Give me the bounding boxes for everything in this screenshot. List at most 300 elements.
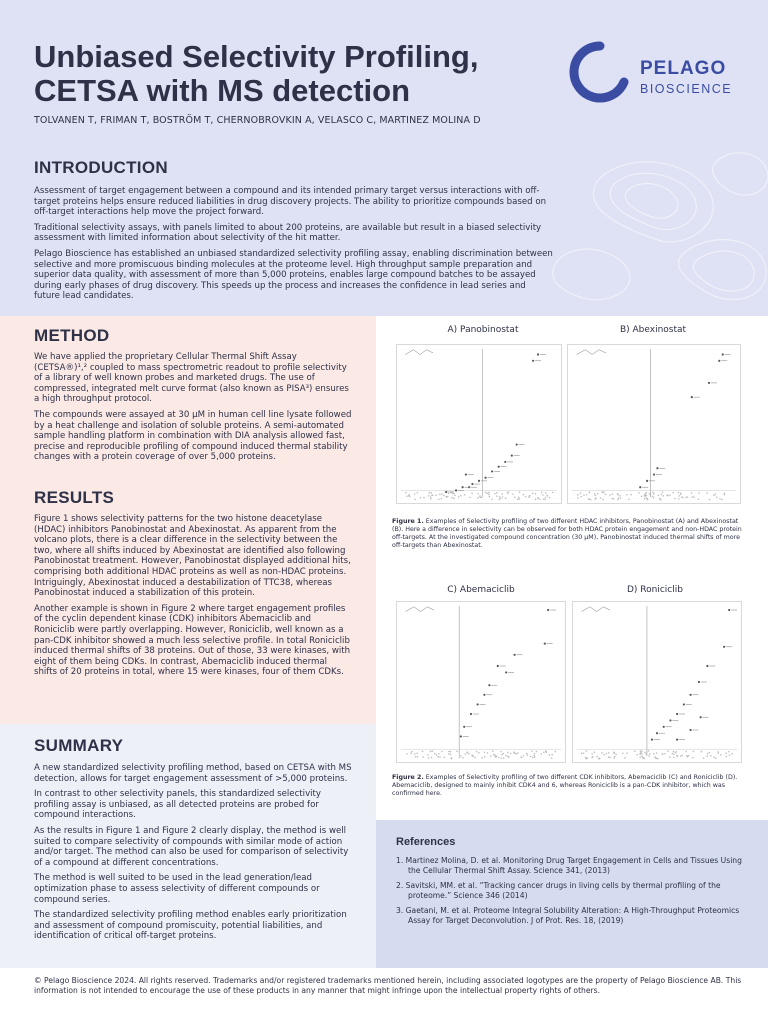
background-point bbox=[530, 756, 532, 758]
background-point bbox=[532, 492, 534, 494]
background-point bbox=[615, 754, 617, 756]
hit-point bbox=[683, 703, 685, 705]
background-point bbox=[551, 754, 553, 756]
background-point bbox=[443, 495, 445, 497]
background-point bbox=[537, 498, 539, 500]
background-point bbox=[488, 494, 490, 496]
background-point bbox=[598, 758, 600, 760]
background-point bbox=[619, 495, 621, 497]
background-point bbox=[663, 495, 665, 497]
background-point bbox=[514, 497, 516, 499]
background-point bbox=[590, 499, 592, 501]
introduction-heading: INTRODUCTION bbox=[34, 158, 168, 177]
background-point bbox=[523, 494, 525, 496]
background-point bbox=[660, 494, 662, 496]
background-point bbox=[448, 751, 450, 753]
background-point bbox=[612, 493, 614, 495]
background-point bbox=[472, 756, 474, 758]
hit-point bbox=[516, 443, 518, 445]
background-point bbox=[435, 494, 437, 496]
background-point bbox=[601, 491, 603, 493]
hit-point bbox=[504, 461, 506, 463]
background-point bbox=[649, 753, 651, 755]
figure-2-label: Figure 2. bbox=[392, 774, 424, 781]
background-point bbox=[586, 750, 588, 752]
background-point bbox=[589, 492, 591, 494]
footer-copyright: © Pelago Bioscience 2024. All rights reserved. Trademarks and/or registered trademarks mentioned herein, including associated logotypes are the property of Pelago Bioscience AB. This information is not intended to encourage the use of these products in any manner that might infringe upon the intellectual property rights of others. bbox=[34, 976, 742, 995]
background-point bbox=[466, 752, 468, 754]
hit-point bbox=[445, 491, 447, 493]
background-point bbox=[414, 753, 416, 755]
background-point bbox=[649, 493, 651, 495]
hit-point bbox=[488, 684, 490, 686]
background-point bbox=[414, 493, 416, 495]
background-point bbox=[594, 751, 596, 753]
hit-point bbox=[505, 671, 507, 673]
background-point bbox=[577, 497, 579, 499]
background-point bbox=[484, 751, 486, 753]
background-point bbox=[580, 496, 582, 498]
background-point bbox=[729, 754, 731, 756]
hit-point bbox=[483, 694, 485, 696]
background-point bbox=[688, 755, 690, 757]
background-point bbox=[476, 751, 478, 753]
background-point bbox=[680, 755, 682, 757]
background-point bbox=[437, 756, 439, 758]
header-band bbox=[0, 0, 768, 316]
background-point bbox=[441, 751, 443, 753]
background-point bbox=[502, 496, 504, 498]
background-point bbox=[545, 497, 547, 499]
summary-paragraph: The standardized selectivity profiling method enables early prioritization and assessment of compound promiscuity, potential liabilities, and identification of critical off-target proteins. bbox=[34, 910, 347, 942]
background-point bbox=[428, 495, 430, 497]
summary-paragraph: The method is well suited to be used in the lead generation/lead optimization phase to assess selectivity of different compounds or compound series. bbox=[34, 873, 320, 905]
hit-point bbox=[689, 729, 691, 731]
background-point bbox=[495, 756, 497, 758]
background-point bbox=[552, 492, 554, 494]
background-point bbox=[460, 495, 462, 497]
background-point bbox=[523, 755, 525, 757]
results-section bbox=[34, 488, 352, 683]
hit-point bbox=[462, 486, 464, 488]
background-point bbox=[507, 752, 509, 754]
background-point bbox=[586, 494, 588, 496]
background-point bbox=[609, 494, 611, 496]
background-point bbox=[459, 757, 461, 759]
background-point bbox=[468, 753, 470, 755]
background-point bbox=[443, 757, 445, 759]
background-point bbox=[499, 499, 501, 501]
background-point bbox=[626, 752, 628, 754]
hit-point bbox=[532, 360, 534, 362]
background-point bbox=[464, 494, 466, 496]
background-point bbox=[613, 757, 615, 759]
hit-point bbox=[676, 713, 678, 715]
background-point bbox=[519, 498, 521, 500]
background-point bbox=[710, 755, 712, 757]
background-point bbox=[653, 753, 655, 755]
figure-b-title: B) Abexinostat bbox=[619, 325, 687, 335]
figure-2-caption-text: Examples of Selectivity profiling of two different CDK inhibitors, Abemaciclib (C) and Roniciclib (D). Abemaciclib, designed to mainly inhibit CDK4 and 6, whereas Roniciclib is a pan-CDK inhibitor, which was confirmed here. bbox=[392, 774, 738, 797]
background-point bbox=[438, 753, 440, 755]
background-point bbox=[647, 499, 649, 501]
hit-point bbox=[651, 739, 653, 741]
background-point bbox=[430, 492, 432, 494]
background-point bbox=[657, 758, 659, 760]
structure-sketch bbox=[405, 607, 434, 612]
background-point bbox=[667, 750, 669, 752]
background-point bbox=[669, 756, 671, 758]
hit-point bbox=[718, 360, 720, 362]
summary-section bbox=[34, 736, 352, 947]
background-point bbox=[486, 493, 488, 495]
reference-item: 3. Gaetani, M. et al. Proteome Integral Solubility Alteration: A High-Throughput Proteomics Assay for Target Deconvolution. J of Prot. Res. 18, (2019) bbox=[396, 906, 740, 925]
background-point bbox=[719, 498, 721, 500]
background-point bbox=[519, 491, 521, 493]
background-point bbox=[441, 493, 443, 495]
background-point bbox=[510, 753, 512, 755]
background-point bbox=[680, 493, 682, 495]
background-point bbox=[645, 753, 647, 755]
background-point bbox=[446, 496, 448, 498]
background-point bbox=[539, 499, 541, 501]
hit-point bbox=[656, 467, 658, 469]
background-point bbox=[517, 498, 519, 500]
hit-point bbox=[497, 665, 499, 667]
background-point bbox=[628, 498, 630, 500]
background-point bbox=[675, 751, 677, 753]
background-point bbox=[652, 492, 654, 494]
background-point bbox=[641, 756, 643, 758]
hit-point bbox=[471, 483, 473, 485]
background-point bbox=[422, 756, 424, 758]
background-point bbox=[462, 757, 464, 759]
hit-point bbox=[547, 609, 549, 611]
background-point bbox=[411, 753, 413, 755]
background-point bbox=[664, 753, 666, 755]
background-point bbox=[507, 492, 509, 494]
background-point bbox=[618, 497, 620, 499]
background-point bbox=[646, 495, 648, 497]
background-point bbox=[692, 757, 694, 759]
background-point bbox=[691, 496, 693, 498]
background-point bbox=[713, 494, 715, 496]
figure-1-caption-text: Examples of Selectivity profiling of two different HDAC inhibitors, Panobinostat (A) and Abexinostat (B). Here a difference in selectivity can be observed for both HDAC protein engagement and non-HDAC protein off-targets. At the investigated compound concentration (30 µM), Panobinostat induced thermal shifts of more off-targets than Abexinostat. bbox=[392, 518, 742, 549]
background-point bbox=[608, 752, 610, 754]
background-point bbox=[653, 493, 655, 495]
background-point bbox=[613, 498, 615, 500]
volcano-plot-roniciclib bbox=[572, 601, 742, 763]
hit-point bbox=[708, 382, 710, 384]
background-point bbox=[611, 498, 613, 500]
background-point bbox=[477, 493, 479, 495]
background-point bbox=[474, 757, 476, 759]
hit-point bbox=[663, 726, 665, 728]
background-point bbox=[626, 494, 628, 496]
background-point bbox=[687, 756, 689, 758]
background-point bbox=[644, 758, 646, 760]
background-point bbox=[591, 753, 593, 755]
references-list bbox=[396, 856, 752, 931]
background-point bbox=[638, 492, 640, 494]
background-point bbox=[724, 494, 726, 496]
hit-point bbox=[544, 643, 546, 645]
hit-point bbox=[698, 681, 700, 683]
background-point bbox=[640, 750, 642, 752]
hit-point bbox=[498, 466, 500, 468]
background-point bbox=[716, 497, 718, 499]
results-heading: RESULTS bbox=[34, 488, 115, 507]
background-point bbox=[681, 755, 683, 757]
figure-c-title: C) Abemaciclib bbox=[447, 585, 515, 595]
background-point bbox=[583, 494, 585, 496]
background-point bbox=[535, 499, 537, 501]
background-point bbox=[452, 493, 454, 495]
background-point bbox=[480, 497, 482, 499]
background-point bbox=[451, 758, 453, 760]
background-point bbox=[535, 493, 537, 495]
background-point bbox=[420, 497, 422, 499]
background-point bbox=[541, 492, 543, 494]
background-point bbox=[549, 497, 551, 499]
background-point bbox=[465, 753, 467, 755]
introduction-paragraph: Assessment of target engagement between a compound and its intended primary target versus interactions with off-target proteins helps ensure reduced liabilities in drug discovery projects. The ability to prioritize compounds based on off-target interactions help move the project forward. bbox=[34, 186, 547, 218]
background-point bbox=[481, 757, 483, 759]
background-point bbox=[460, 755, 462, 757]
background-point bbox=[580, 492, 582, 494]
background-point bbox=[715, 757, 717, 759]
background-point bbox=[577, 494, 579, 496]
background-point bbox=[597, 493, 599, 495]
background-point bbox=[491, 499, 493, 501]
method-section bbox=[34, 326, 352, 468]
background-point bbox=[595, 495, 597, 497]
method-heading: METHOD bbox=[34, 326, 110, 345]
background-point bbox=[603, 754, 605, 756]
background-point bbox=[630, 494, 632, 496]
background-point bbox=[508, 756, 510, 758]
hit-point bbox=[676, 739, 678, 741]
background-point bbox=[644, 751, 646, 753]
background-point bbox=[501, 757, 503, 759]
background-point bbox=[596, 756, 598, 758]
background-point bbox=[721, 499, 723, 501]
background-point bbox=[496, 492, 498, 494]
background-point bbox=[505, 755, 507, 757]
hit-point bbox=[722, 353, 724, 355]
results-paragraph: Another example is shown in Figure 2 where target engagement profiles of the cyclin dependent kinase (CDK) inhibitors Abemaciclib and Roniciclib were partly overlapping. However, Roniciclib, well known as a pan-CDK inhibitor showed a much less selective profile. In total Roniciclib induced thermal shifts of 38 proteins. Out of those, 33 were kinases, with eight of them being CDKs. In contrast, Abemaciclib induced thermal shifts of 20 proteins in total, where 15 were kinases, four of them CDKs. bbox=[34, 603, 351, 678]
background-point bbox=[439, 494, 441, 496]
background-point bbox=[477, 497, 479, 499]
background-point bbox=[641, 753, 643, 755]
background-point bbox=[601, 752, 603, 754]
background-point bbox=[416, 752, 418, 754]
background-point bbox=[594, 498, 596, 500]
hit-point bbox=[478, 480, 480, 482]
background-point bbox=[503, 757, 505, 759]
background-point bbox=[438, 499, 440, 501]
background-point bbox=[706, 755, 708, 757]
background-point bbox=[646, 492, 648, 494]
background-point bbox=[605, 494, 607, 496]
background-point bbox=[525, 496, 527, 498]
background-point bbox=[673, 751, 675, 753]
background-point bbox=[600, 497, 602, 499]
background-point bbox=[648, 755, 650, 757]
contour-decoration bbox=[538, 140, 768, 310]
reference-item: 1. Martinez Molina, D. et al. Monitoring Drug Target Engagement in Cells and Tissues Using the Cellular Thermal Shift Assay. Science 341, (2013) bbox=[396, 856, 742, 875]
background-point bbox=[707, 753, 709, 755]
background-point bbox=[636, 754, 638, 756]
background-point bbox=[521, 757, 523, 759]
results-paragraph: Figure 1 shows selectivity patterns for the two histone deacetylase (HDAC) inhibitors Panobinostat and Abexinostat. As apparent from the volcano plots, there is a clear difference in the selectivity between the two, where all shifts induced by Abexinostat are identified also following Panobinostat treatment. However, Panobinostat displayed additional hits, comprising both additional HDAC proteins as well as non-HDAC proteins. Intriguingly, Abexinostat induced a destabilization of TTC38, whereas Panobinostat induced a stabilization of this protein. bbox=[34, 514, 351, 599]
background-point bbox=[606, 753, 608, 755]
background-point bbox=[498, 757, 500, 759]
background-point bbox=[656, 752, 658, 754]
background-point bbox=[549, 754, 551, 756]
background-point bbox=[646, 497, 648, 499]
background-point bbox=[720, 754, 722, 756]
background-point bbox=[543, 498, 545, 500]
background-point bbox=[526, 753, 528, 755]
background-point bbox=[518, 497, 520, 499]
background-point bbox=[650, 494, 652, 496]
background-point bbox=[545, 492, 547, 494]
hit-point bbox=[511, 455, 513, 457]
background-point bbox=[448, 493, 450, 495]
poster-title: Unbiased Selectivity Profiling, CETSA with MS detection bbox=[34, 39, 479, 108]
background-point bbox=[622, 752, 624, 754]
background-point bbox=[409, 496, 411, 498]
background-point bbox=[502, 493, 504, 495]
background-point bbox=[501, 754, 503, 756]
background-point bbox=[411, 751, 413, 753]
background-point bbox=[546, 495, 548, 497]
background-point bbox=[469, 497, 471, 499]
hit-point bbox=[455, 489, 457, 491]
introduction-paragraph: Traditional selectivity assays, with panels limited to about 200 proteins, are available but result in a biased selectivity assessment with limited information about selectivity of the hit matter. bbox=[34, 222, 542, 244]
background-point bbox=[693, 751, 695, 753]
background-point bbox=[478, 752, 480, 754]
background-point bbox=[685, 751, 687, 753]
background-point bbox=[728, 751, 730, 753]
background-point bbox=[660, 499, 662, 501]
hit-point bbox=[689, 694, 691, 696]
background-point bbox=[454, 495, 456, 497]
background-point bbox=[594, 493, 596, 495]
method-paragraph: The compounds were assayed at 30 µM in human cell line lysate followed by a heat challenge and isolation of soluble proteins. A semi-automated sample handling platform in combination with DIA analysis allowed fast, precise and reproducible profiling of compound induced thermal stability changes with a protein coverage of over 5,000 proteins. bbox=[34, 409, 352, 463]
background-point bbox=[422, 751, 424, 753]
background-point bbox=[617, 494, 619, 496]
hit-point bbox=[513, 654, 515, 656]
background-point bbox=[494, 493, 496, 495]
background-point bbox=[427, 754, 429, 756]
background-point bbox=[544, 499, 546, 501]
background-point bbox=[432, 750, 434, 752]
introduction-section bbox=[34, 158, 554, 307]
background-point bbox=[450, 754, 452, 756]
volcano-plot-panobinostat bbox=[396, 344, 562, 504]
background-point bbox=[502, 753, 504, 755]
summary-paragraph: In contrast to other selectivity panels, this standardized selectivity profiling assay is unbiased, as all detected proteins are probed for compound interactions. bbox=[34, 789, 321, 821]
background-point bbox=[617, 499, 619, 501]
background-point bbox=[652, 496, 654, 498]
background-point bbox=[703, 757, 705, 759]
background-point bbox=[453, 498, 455, 500]
background-point bbox=[533, 755, 535, 757]
background-point bbox=[428, 492, 430, 494]
background-point bbox=[500, 498, 502, 500]
background-point bbox=[714, 493, 716, 495]
structure-sketch bbox=[581, 607, 610, 612]
background-point bbox=[698, 492, 700, 494]
background-point bbox=[528, 496, 530, 498]
pelago-logo-mark-icon bbox=[568, 40, 632, 104]
background-point bbox=[709, 499, 711, 501]
structure-sketch bbox=[405, 350, 433, 355]
hit-point bbox=[700, 716, 702, 718]
background-point bbox=[713, 756, 715, 758]
background-point bbox=[447, 496, 449, 498]
background-point bbox=[640, 753, 642, 755]
background-point bbox=[505, 497, 507, 499]
background-point bbox=[614, 756, 616, 758]
author-list: TOLVANEN T, FRIMAN T, BOSTRÖM T, CHERNOBROVKIN A, VELASCO C, MARTINEZ MOLINA D bbox=[34, 115, 481, 126]
background-point bbox=[417, 756, 419, 758]
figure-1-caption bbox=[392, 518, 744, 550]
background-point bbox=[434, 753, 436, 755]
background-point bbox=[543, 752, 545, 754]
background-point bbox=[706, 492, 708, 494]
background-point bbox=[672, 753, 674, 755]
background-point bbox=[677, 756, 679, 758]
background-point bbox=[414, 499, 416, 501]
background-point bbox=[431, 757, 433, 759]
background-point bbox=[555, 751, 557, 753]
background-point bbox=[731, 753, 733, 755]
hit-point bbox=[723, 646, 725, 648]
background-point bbox=[725, 752, 727, 754]
hit-point bbox=[653, 473, 655, 475]
background-point bbox=[581, 753, 583, 755]
hit-point bbox=[646, 480, 648, 482]
background-point bbox=[531, 750, 533, 752]
pelago-logo bbox=[568, 40, 748, 100]
background-point bbox=[678, 495, 680, 497]
background-point bbox=[620, 497, 622, 499]
background-point bbox=[492, 750, 494, 752]
hit-point bbox=[460, 735, 462, 737]
background-point bbox=[641, 750, 643, 752]
background-point bbox=[430, 496, 432, 498]
background-point bbox=[639, 756, 641, 758]
hit-point bbox=[706, 665, 708, 667]
background-point bbox=[614, 752, 616, 754]
background-point bbox=[512, 493, 514, 495]
hit-point bbox=[669, 719, 671, 721]
background-point bbox=[641, 495, 643, 497]
background-point bbox=[494, 755, 496, 757]
summary-paragraph: A new standardized selectivity profiling method, based on CETSA with MS detection, allows for target engagement assessment of >5,000 proteins. bbox=[34, 763, 352, 784]
background-point bbox=[717, 752, 719, 754]
hit-point bbox=[470, 713, 472, 715]
background-point bbox=[488, 492, 490, 494]
background-point bbox=[430, 751, 432, 753]
hit-point bbox=[656, 732, 658, 734]
background-point bbox=[430, 498, 432, 500]
background-point bbox=[489, 496, 491, 498]
background-point bbox=[439, 756, 441, 758]
